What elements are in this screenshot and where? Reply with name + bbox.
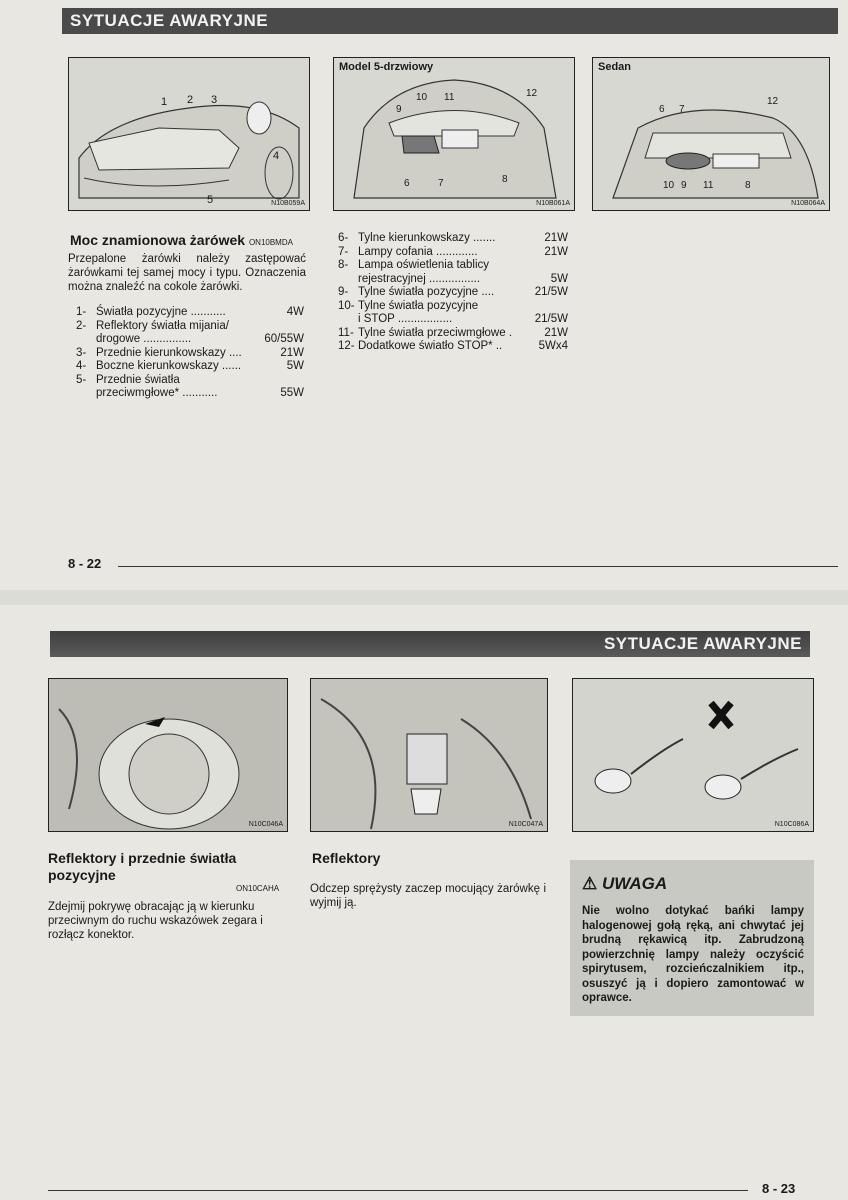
callout-5: 5: [207, 194, 214, 206]
callout-11: 11: [444, 92, 455, 103]
bulb-handling-drawing: [573, 679, 813, 831]
callout-6: 6: [404, 178, 410, 189]
item-wattage: 4W: [286, 306, 304, 318]
item-label: Tylne kierunkowskazy .......: [358, 232, 496, 244]
warning-text: Nie wolno dotykać bańki lampy halogenowej gołą ręką, ani chwytać jej brudną rękawicą itp. Zabrudzoną powierzchnię lampy należy oczyścić spirytusem, rozcieńczalnikiem itp., osuszyć ją i dopiero zamontować w oprawce.: [582, 905, 804, 1004]
section-code: ON10BMDA: [248, 238, 293, 247]
item-label: Dodatkowe światło STOP* ..: [358, 340, 503, 352]
headlight-bulb-figure: [310, 678, 548, 832]
item-wattage: 60/55W: [264, 333, 304, 345]
warning-triangle-icon: ⚠: [582, 874, 598, 893]
callout-10: 10: [663, 180, 675, 191]
bulb-list-item: [338, 246, 568, 260]
figure-code: N10C047A: [508, 821, 543, 828]
warning-title: ⚠ UWAGA: [582, 874, 668, 893]
page-number: 8 - 22: [68, 556, 102, 571]
callout-3: 3: [211, 94, 218, 106]
callout-11: 11: [703, 180, 714, 191]
item-number: 12-: [338, 340, 355, 352]
callout-1: 1: [161, 96, 168, 108]
item-number: 2-: [76, 319, 87, 332]
bulb-list-item: [76, 306, 304, 320]
item-label: Reflektory światła mijania/: [96, 319, 229, 332]
page-8-22: [0, 0, 848, 590]
item-number: 1-: [76, 306, 87, 318]
callout-10: 10: [416, 92, 428, 103]
headlight-bulb-drawing: [311, 679, 547, 831]
item-label: Tylne światła pozycyjne ....: [358, 286, 495, 298]
bulb-list-item: [338, 300, 568, 314]
item-label: Światła pozycyjne ...........: [96, 306, 226, 318]
callout-8: 8: [502, 174, 508, 185]
item-number: 4-: [76, 360, 87, 372]
callout-9: 9: [681, 180, 687, 191]
hatchback-rear-figure: [333, 57, 575, 211]
bulb-list-item: [338, 327, 568, 341]
item-label: Tylne światła pozycyjne: [358, 299, 479, 312]
item-wattage: 21/5W: [534, 313, 568, 325]
footer-rule: [48, 1190, 748, 1191]
col1-code: ON10CAHA: [236, 884, 280, 893]
figure-code: N10C046A: [248, 821, 283, 828]
headlight-cover-drawing: [49, 679, 287, 831]
item-label: Przednie kierunkowskazy ....: [96, 346, 242, 359]
figure-code: N10C086A: [774, 821, 809, 828]
section-header: SYTUACJE AWARYJNE: [62, 8, 838, 34]
item-wattage: 21W: [544, 326, 568, 339]
figure-code: N10B061A: [536, 200, 570, 207]
item-label: rejestracyjnej ................: [358, 272, 481, 285]
bulb-list-left: [76, 306, 304, 401]
bulb-list-item: [338, 273, 568, 287]
bulb-list-item: [76, 320, 304, 334]
bulb-list-item: [76, 387, 304, 401]
bulb-list-item: [338, 259, 568, 273]
callout-7: 7: [679, 104, 685, 115]
item-label: drogowe ...............: [96, 333, 192, 345]
item-wattage: 21W: [544, 232, 568, 244]
callout-12: 12: [526, 88, 538, 99]
item-wattage: 5W: [550, 272, 568, 285]
item-label: Lampa oświetlenia tablicy: [358, 259, 490, 271]
col1-text: Zdejmij pokrywę obracając ją w kierunku przeciwnym do ruchu wskazówek zegara i rozłącz konektor.: [48, 901, 263, 941]
callout-4: 4: [273, 150, 280, 162]
item-wattage: 55W: [280, 387, 304, 399]
col2-title: Reflektory: [312, 850, 381, 866]
bulb-list-item: [76, 347, 304, 361]
bulb-handling-figure: [572, 678, 814, 832]
bulb-list-item: [338, 340, 568, 354]
item-number: 7-: [338, 245, 349, 258]
section-header: SYTUACJE AWARYJNE: [50, 631, 810, 657]
callout-8: 8: [745, 180, 751, 191]
item-label: Boczne kierunkowskazy ......: [96, 360, 242, 372]
callout-12: 12: [767, 96, 779, 107]
item-label: Przednie światła: [96, 373, 180, 386]
item-label: przeciwmgłowe* ...........: [96, 387, 218, 399]
item-label: Tylne światła przeciwmgłowe .: [358, 326, 513, 339]
item-wattage: 21/5W: [534, 286, 568, 298]
front-lights-figure: [68, 57, 310, 211]
item-number: 6-: [338, 232, 349, 244]
item-number: 9-: [338, 286, 349, 298]
item-number: 3-: [76, 346, 87, 359]
bulb-list-item: [76, 360, 304, 374]
figure-title: Sedan: [598, 61, 632, 73]
item-number: 11-: [338, 326, 354, 339]
item-wattage: 21W: [280, 346, 304, 359]
headlight-cover-figure: [48, 678, 288, 832]
page-number: 8 - 23: [762, 1181, 796, 1196]
section-title: Moc znamionowa żarówek ON10BMDA: [70, 232, 293, 248]
bulb-list-item: [338, 313, 568, 327]
bulb-list-right: [338, 232, 568, 354]
item-number: 5-: [76, 373, 87, 386]
col1-title: Reflektory i przednie światła pozycyjne: [48, 850, 237, 883]
intro-text: Przepalone żarówki należy zastępować żarówkami tej samej mocy i typu. Oznaczenia można znaleźć na cokole żarówki.: [68, 253, 306, 293]
item-number: 10-: [338, 299, 355, 312]
item-wattage: 5Wx4: [538, 340, 568, 352]
callout-9: 9: [396, 104, 402, 115]
footer-rule: [118, 566, 838, 567]
sedan-rear-figure: [592, 57, 830, 211]
figure-code: N10B059A: [271, 200, 305, 207]
bulb-list-item: [76, 333, 304, 347]
item-wattage: 21W: [544, 245, 568, 258]
warning-box: [570, 860, 814, 1016]
item-label: i STOP .................: [358, 313, 453, 325]
item-label: Lampy cofania .............: [358, 245, 478, 258]
hatchback-drawing: [334, 58, 574, 210]
bulb-list-item: [338, 232, 568, 246]
callout-2: 2: [187, 94, 194, 106]
figure-code: N10B064A: [791, 200, 825, 207]
callout-6: 6: [659, 104, 665, 115]
item-wattage: 5W: [286, 360, 304, 372]
bulb-list-item: [76, 374, 304, 388]
col2-text: Odczep sprężysty zaczep mocujący żarówkę i wyjmij ją.: [310, 883, 546, 909]
figure-title: Model 5-drzwiowy: [339, 61, 434, 73]
item-number: 8-: [338, 259, 349, 271]
bulb-list-item: [338, 286, 568, 300]
front-car-drawing: [69, 58, 309, 210]
callout-7: 7: [438, 178, 444, 189]
